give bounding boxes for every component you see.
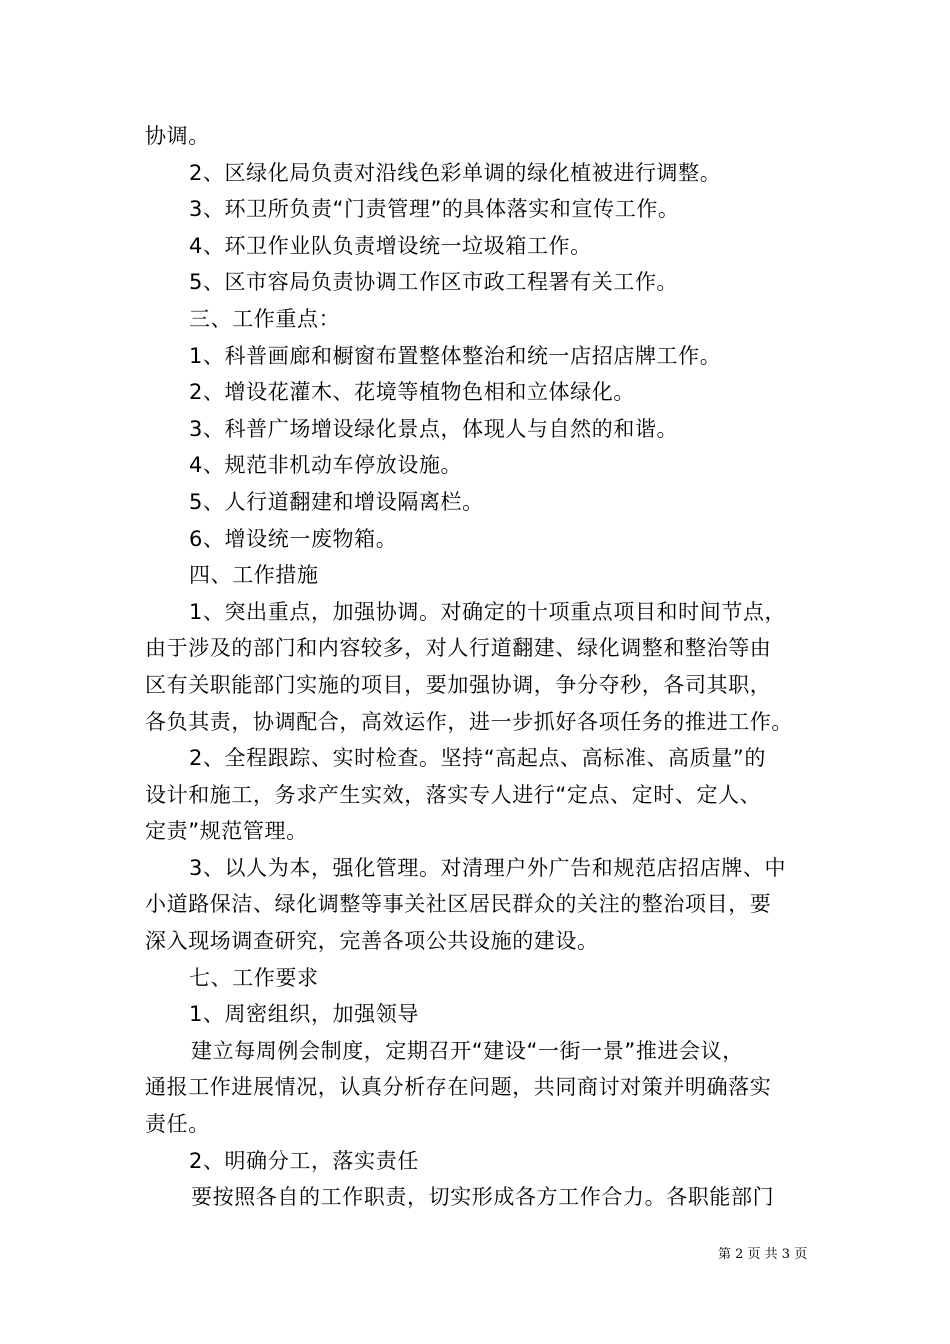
paragraph-line: 1、突出重点，加强协调。对确定的十项重点项目和时间节点， — [189, 599, 787, 624]
subsection-heading: 2、明确分工，落实责任 — [189, 1148, 419, 1173]
paragraph-line: 建立每周例会制度，定期召开“建设“一街一景”推进会议， — [191, 1038, 744, 1063]
paragraph-line: 深入现场调查研究，完善各项公共设施的建设。 — [145, 929, 599, 954]
text-line: 协调。 — [145, 124, 210, 148]
list-item: 1、科普画廊和橱窗布置整体整治和统一店招店牌工作。 — [189, 343, 722, 368]
paragraph-line: 小道路保洁、绿化调整等事关社区居民群众的关注的整治项目，要 — [145, 892, 772, 917]
list-item: 4、规范非机动车停放设施。 — [189, 453, 463, 478]
paragraph-line: 由于涉及的部门和内容较多，对人行道翻建、绿化调整和整治等由 — [145, 636, 772, 661]
paragraph-line: 区有关职能部门实施的项目，要加强协调，争分夺秒，各司其职， — [145, 672, 772, 697]
section-heading: 四、工作措施 — [189, 563, 319, 588]
paragraph-line: 定责”规范管理。 — [145, 819, 308, 844]
paragraph-line: 通报工作进展情况，认真分析存在问题，共同商讨对策并明确落实 — [145, 1075, 772, 1100]
page-number-footer: 第 2 页 共 3 页 — [718, 1247, 808, 1262]
list-item: 5、区市容局负责协调工作区市政工程署有关工作。 — [189, 270, 679, 295]
list-item: 4、环卫作业队负责增设统一垃圾箱工作。 — [189, 233, 592, 258]
paragraph-line: 3、以人为本，强化管理。对清理户外广告和规范店招店牌、中 — [189, 855, 787, 880]
document-body — [145, 118, 807, 1216]
paragraph-line: 设计和施工，务求产生实效，落实专人进行“定点、定时、定人、 — [145, 782, 762, 807]
list-item: 3、环卫所负责“门责管理”的具体落实和宣传工作。 — [189, 197, 680, 222]
paragraph-line: 2、全程跟踪、实时检查。坚持“高起点、高标准、高质量”的 — [189, 746, 766, 771]
list-item: 6、增设统一废物箱。 — [189, 526, 398, 551]
list-item: 2、区绿化局负责对沿线色彩单调的绿化植被进行调整。 — [189, 160, 722, 185]
paragraph-line: 责任。 — [145, 1112, 210, 1137]
list-item: 5、人行道翻建和增设隔离栏。 — [189, 489, 484, 514]
section-heading: 七、工作要求 — [189, 965, 319, 990]
paragraph-line: 各负其责，协调配合，高效运作，进一步抓好各项任务的推进工作。 — [145, 709, 793, 734]
list-item: 3、科普广场增设绿化景点，体现人与自然的和谐。 — [189, 416, 679, 441]
paragraph-line: 要按照各自的工作职责，切实形成各方工作合力。各职能部门 — [191, 1185, 775, 1210]
subsection-heading: 1、周密组织，加强领导 — [189, 1002, 419, 1027]
section-heading: 三、工作重点： — [189, 306, 341, 331]
list-item: 2、增设花灌木、花境等植物色相和立体绿化。 — [189, 380, 635, 405]
